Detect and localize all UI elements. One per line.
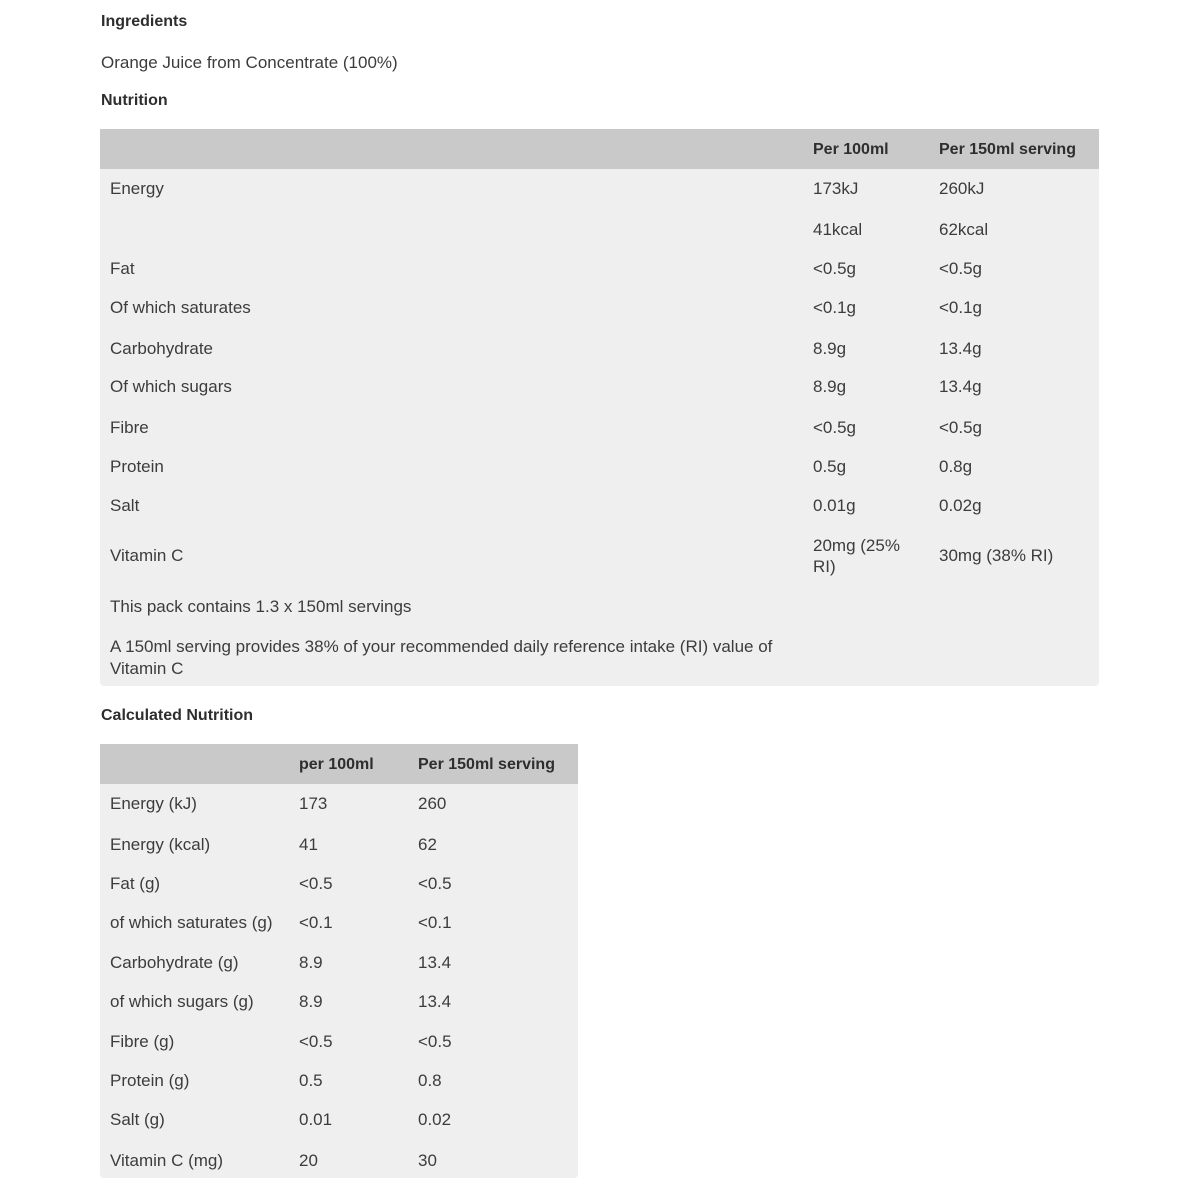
row-per-100ml: 41kcal bbox=[813, 220, 863, 239]
row-label: Of which saturates bbox=[110, 298, 251, 317]
row-per-100ml: <0.5g bbox=[813, 418, 857, 437]
row-label: of which sugars (g) bbox=[110, 992, 254, 1011]
row-per-100ml: <0.5g bbox=[813, 259, 857, 278]
row-label: Salt bbox=[110, 496, 140, 515]
row-per-150ml: <0.5g bbox=[939, 418, 983, 437]
row-label: Salt (g) bbox=[110, 1110, 165, 1129]
column-header-per-100ml: per 100ml bbox=[299, 756, 374, 773]
row-per-100ml: 173kJ bbox=[813, 179, 859, 198]
row-per-100ml: <0.1g bbox=[813, 298, 857, 317]
row-label: Fibre bbox=[110, 418, 149, 437]
row-per-100ml: <0.1 bbox=[299, 913, 333, 932]
row-per-150ml: 0.02g bbox=[939, 496, 982, 515]
servings-note: This pack contains 1.3 x 150ml servings bbox=[110, 597, 412, 616]
row-per-100ml: 41 bbox=[299, 835, 318, 854]
row-per-100ml: 20mg (25% RI) bbox=[813, 536, 900, 576]
row-per-150ml: 0.02 bbox=[418, 1110, 452, 1129]
row-per-100ml: 173 bbox=[299, 794, 328, 813]
row-per-100ml: 8.9 bbox=[299, 992, 323, 1011]
ingredients-text: Orange Juice from Concentrate (100%) bbox=[101, 53, 398, 72]
row-per-150ml: 30mg (38% RI) bbox=[939, 546, 1054, 565]
row-per-100ml: 0.01g bbox=[813, 496, 856, 515]
row-per-150ml: 13.4 bbox=[418, 953, 452, 972]
row-label: Energy (kJ) bbox=[110, 794, 197, 813]
column-header-per-100ml: Per 100ml bbox=[813, 141, 889, 158]
row-per-100ml: 0.5g bbox=[813, 457, 847, 476]
row-per-150ml: 260kJ bbox=[939, 179, 985, 198]
row-per-100ml: <0.5 bbox=[299, 1032, 333, 1051]
row-label: Protein (g) bbox=[110, 1071, 190, 1090]
row-per-150ml: 30 bbox=[418, 1151, 437, 1170]
row-label: Fibre (g) bbox=[110, 1032, 175, 1051]
column-header-per-150ml: Per 150ml serving bbox=[418, 756, 555, 773]
row-per-100ml: 0.01 bbox=[299, 1110, 333, 1129]
nutrition-heading: Nutrition bbox=[101, 92, 168, 109]
column-header-per-150ml: Per 150ml serving bbox=[939, 141, 1076, 158]
row-per-150ml: 62 bbox=[418, 835, 437, 854]
row-per-150ml: 0.8g bbox=[939, 457, 973, 476]
row-label: Fat bbox=[110, 259, 135, 278]
calculated-nutrition-table bbox=[100, 744, 578, 1178]
nutrition-table-header bbox=[100, 129, 1099, 169]
row-per-150ml: <0.5 bbox=[418, 874, 452, 893]
row-per-150ml: 0.8 bbox=[418, 1071, 442, 1090]
calculated-table-header bbox=[100, 744, 578, 784]
row-label: Energy (kcal) bbox=[110, 835, 211, 854]
row-per-150ml: <0.5 bbox=[418, 1032, 452, 1051]
row-label: Energy bbox=[110, 179, 164, 198]
row-label: Vitamin C (mg) bbox=[110, 1151, 224, 1170]
row-per-150ml: 260 bbox=[418, 794, 447, 813]
row-per-100ml: 8.9g bbox=[813, 339, 847, 358]
row-per-100ml: <0.5 bbox=[299, 874, 333, 893]
row-label: Protein bbox=[110, 457, 164, 476]
row-per-150ml: 13.4g bbox=[939, 377, 982, 396]
row-label: Carbohydrate bbox=[110, 339, 214, 358]
row-per-150ml: <0.1 bbox=[418, 913, 452, 932]
row-label: Fat (g) bbox=[110, 874, 161, 893]
row-per-150ml: <0.5g bbox=[939, 259, 983, 278]
row-per-150ml: 62kcal bbox=[939, 220, 989, 239]
nutrition-table bbox=[100, 129, 1099, 686]
calculated-nutrition-heading: Calculated Nutrition bbox=[101, 707, 254, 724]
row-label: Of which sugars bbox=[110, 377, 232, 396]
row-label: of which saturates (g) bbox=[110, 913, 273, 932]
row-per-150ml: <0.1g bbox=[939, 298, 983, 317]
row-per-150ml: 13.4g bbox=[939, 339, 982, 358]
ingredients-heading: Ingredients bbox=[101, 13, 188, 30]
row-label: Vitamin C bbox=[110, 546, 184, 565]
row-per-100ml: 8.9g bbox=[813, 377, 847, 396]
row-per-100ml: 0.5 bbox=[299, 1071, 323, 1090]
vitamin-c-note: A 150ml serving provides 38% of your recommended daily reference intake (RI) value of Vitamin C bbox=[110, 637, 773, 678]
row-per-100ml: 8.9 bbox=[299, 953, 323, 972]
row-per-100ml: 20 bbox=[299, 1151, 318, 1170]
row-label: Carbohydrate (g) bbox=[110, 953, 239, 972]
row-per-150ml: 13.4 bbox=[418, 992, 452, 1011]
